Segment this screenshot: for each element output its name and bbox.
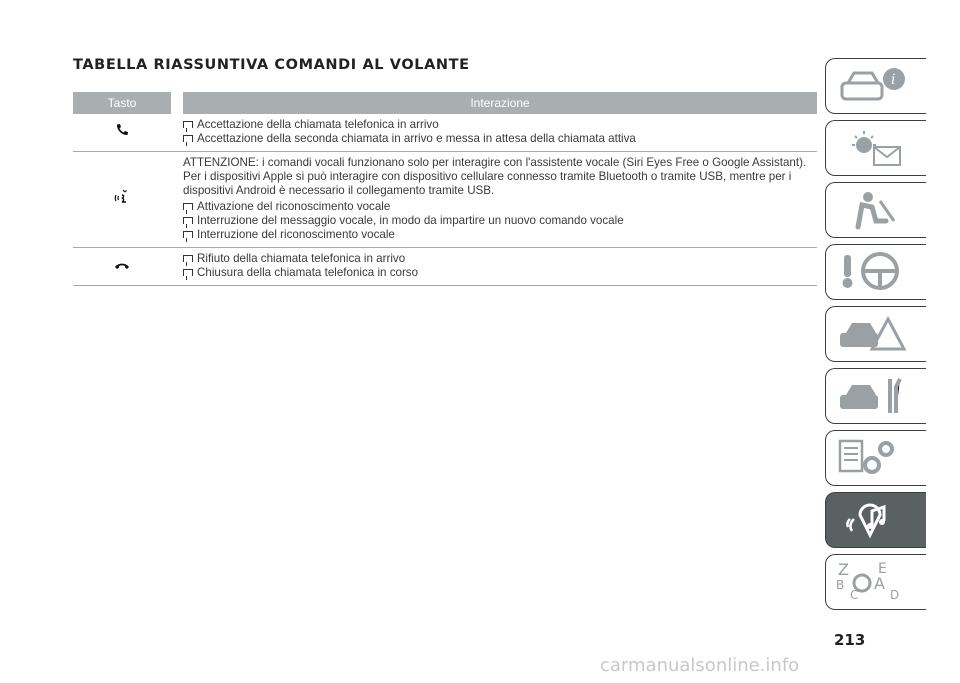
tab-warning-lights[interactable] <box>825 120 926 176</box>
svg-text:A: A <box>874 574 885 593</box>
svg-text:B: B <box>836 578 845 592</box>
tab-safety[interactable] <box>825 182 926 238</box>
seat-airbag-icon <box>834 187 924 233</box>
list-item: Attivazione del riconoscimento vocale <box>183 200 817 214</box>
bullet-icon <box>183 121 193 128</box>
header-action: Interazione <box>183 92 817 114</box>
bullet-icon <box>183 255 193 262</box>
header-key: Tasto <box>73 92 171 114</box>
svg-text:i: i <box>891 72 896 88</box>
action-cell <box>183 152 817 247</box>
table-row <box>73 248 817 286</box>
warning-paragraph: ATTENZIONE: i comandi vocali funzionano solo per interagire con l'assistente vocale (Siri Eyes Free o Google Assistant). Per i dispositivi Apple si può interagire con dispositivo cellulare connesso tramite Bluetooth o tramite USB, mentre per i dispositivi Android è necessario il collegamento tramite USB. <box>183 156 807 197</box>
tab-starting-driving[interactable] <box>825 244 926 300</box>
page-number: 213 <box>834 631 866 649</box>
tab-technical-specs[interactable] <box>825 430 926 486</box>
svg-text:E: E <box>878 561 887 577</box>
svg-text:D: D <box>890 588 900 602</box>
bullet-icon <box>183 217 193 224</box>
tab-maintenance[interactable] <box>825 368 926 424</box>
bullet-icon <box>183 203 193 210</box>
key-cell <box>73 114 171 151</box>
svg-text:C: C <box>850 588 859 602</box>
bullet-icon <box>183 135 193 142</box>
list-item: Rifiuto della chiamata telefonica in arrivo <box>183 252 817 266</box>
bullet-icon <box>183 269 193 276</box>
car-maintenance-wrench-icon <box>834 373 924 419</box>
table-row <box>73 152 817 248</box>
tab-multimedia[interactable] <box>825 492 926 548</box>
warning-lights-message-icon <box>834 125 924 171</box>
table-header <box>73 92 817 114</box>
watermark: carmanualsonline.info <box>600 655 800 676</box>
technical-specs-gear-icon <box>834 435 924 481</box>
table-row <box>73 114 817 152</box>
car-breakdown-triangle-icon <box>834 311 924 357</box>
multimedia-note-icon <box>834 497 924 543</box>
steering-wheel-key-icon <box>834 249 924 295</box>
list-item: Accettazione della seconda chiamata in arrivo e messa in attesa della chiamata attiva <box>183 132 817 146</box>
tab-index[interactable] <box>825 554 926 610</box>
page-title: TABELLA RIASSUNTIVA COMANDI AL VOLANTE <box>73 57 470 73</box>
tab-emergency[interactable] <box>825 306 926 362</box>
action-cell <box>183 114 817 151</box>
index-letters-icon <box>834 559 924 605</box>
list-item: Interruzione del messaggio vocale, in modo da impartire un nuovo comando vocale <box>183 214 817 228</box>
phone-answer-icon <box>115 123 129 142</box>
car-info-icon <box>834 63 924 109</box>
commands-table <box>73 92 817 286</box>
svg-text:Z: Z <box>838 560 849 579</box>
key-cell <box>73 152 171 247</box>
key-cell <box>73 248 171 285</box>
bullet-icon <box>183 231 193 238</box>
tab-car-info[interactable] <box>825 58 926 114</box>
list-item: Accettazione della chiamata telefonica in arrivo <box>183 118 817 132</box>
voice-command-icon <box>114 188 130 211</box>
list-item: Interruzione del riconoscimento vocale <box>183 228 817 242</box>
action-cell <box>183 248 817 285</box>
phone-hangup-icon <box>114 258 130 276</box>
list-item: Chiusura della chiamata telefonica in corso <box>183 266 817 280</box>
